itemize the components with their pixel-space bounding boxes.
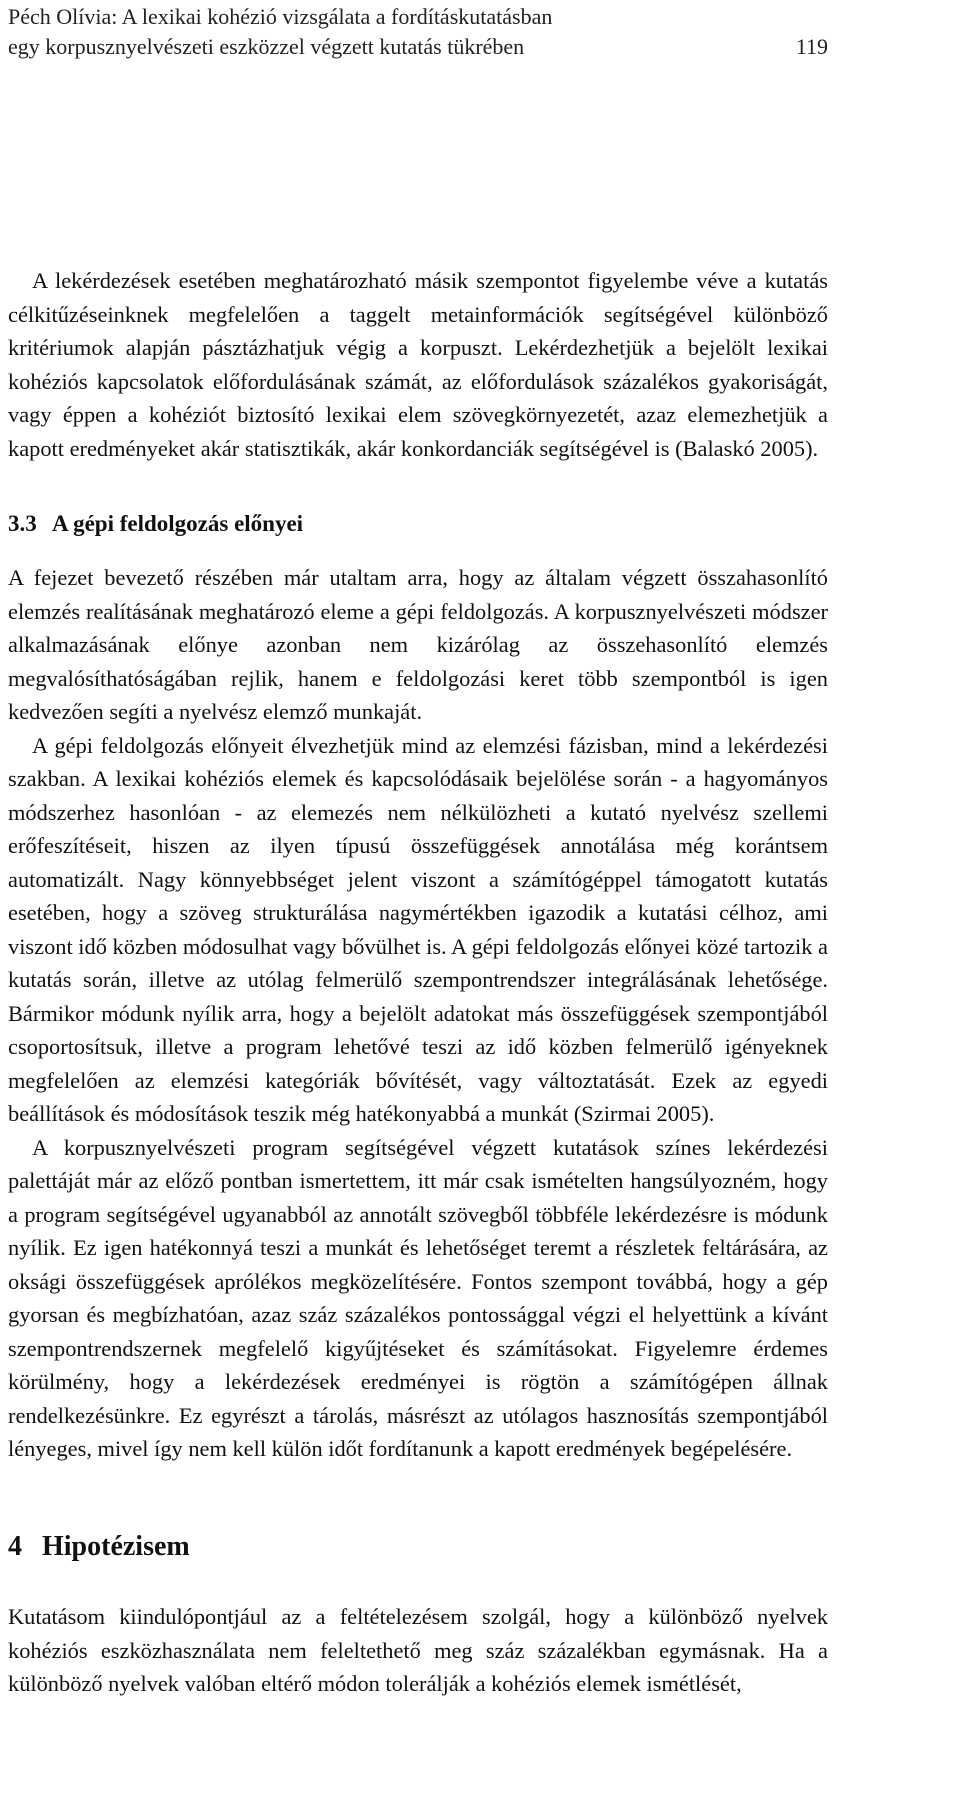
section-title: A gépi feldolgozás előnyei bbox=[52, 511, 304, 536]
header-subtitle: egy korpusznyelvészeti eszközzel végzett kutatás tükrében bbox=[8, 34, 525, 59]
section-number: 3.3 bbox=[8, 511, 37, 536]
section-4-paragraph-1: Kutatásom kiindulópontjául az a feltételezésem szolgál, hogy a különböző nyelvek kohéziós eszközhasználata nem feleltethető meg száz százalékban egymásnak. Ha a különböző nyelvek valóban eltérő módon tolerálják a kohéziós elemek ismétlését, bbox=[8, 1604, 828, 1696]
section-3-3-body bbox=[8, 561, 828, 1466]
section-3-3-paragraph-1: A fejezet bevezető részében már utaltam arra, hogy az általam végzett összahasonlító elemzés realításának meghatározó eleme a gépi feldolgozás. A korpusznyelvészeti módszer alkalmazásának előnye azonban nem kizárólag az összehasonlító elemzés megvalósíthatóságában rejlik, hanem e feldolgozási keret több szempontból is igen kedvezően segíti a nyelvész elemző munkaját. bbox=[8, 565, 828, 724]
section-number: 4 bbox=[8, 1531, 22, 1562]
running-header bbox=[8, 2, 828, 62]
section-3-3-paragraph-3: A korpusznyelvészeti program segítségével végzett kutatások színes lekérdezési palettáját már az előző pontban ismertettem, itt már csak ismételten hangsúlyozném, hogy a program segítségével ugyanabból az annotált szövegből többféle lekérdezésre is módunk nyílik. Ez igen hatékonnyá teszi a munkát és lehetőséget teremt a részletek feltárására, az oksági összefüggések aprólékos megközelítésére. Fontos szempont továbbá, hogy a gép gyorsan és megbízhatóan, azaz száz százalékos pontossággal végzi el helyettünk a kívánt szempontrendszernek megfelelő kigyűjtéseket és számításokat. Figyelemre érdemes körülmény, hogy a lekérdezések eredményei is rögtön a számítógépen állnak rendelkezésünkre. Ez egyrészt a tárolás, másrészt az utólagos hasznosítás szempontjából lényeges, mivel így nem kell külön időt fordítanunk a kapott eredmények begépelésére. bbox=[8, 1134, 828, 1461]
section-heading-4 bbox=[8, 1530, 190, 1564]
section-4-body bbox=[8, 1600, 828, 1701]
intro-paragraph: A lekérdezések esetében meghatározható másik szempontot figyelembe véve a kutatás célkitűzéseinknek megfelelően a taggelt metainformációk segítségével különböző kritériumok alapján pásztázhatjuk végig a korpuszt. Lekérdezhetjük a bejelölt lexikai kohéziós kapcsolatok előfordulásának számát, az előfordulások százalékos gyakoriságát, vagy éppen a kohéziót biztosító lexikai elem szövegkörnyezetét, azaz elemezhetjük a kapott eredményeket akár statisztikák, akár konkordanciák segítségével is (Balaskó 2005). bbox=[8, 268, 828, 461]
intro-paragraph-block bbox=[8, 264, 828, 465]
section-3-3-paragraph-2: A gépi feldolgozás előnyeit élvezhetjük mind az elemzési fázisban, mind a lekérdezési szakban. A lexikai kohéziós elemek és kapcsolódásaik bejelölése során - a hagyományos módszerhez hasonlóan - az elemezés nem nélkülözheti a kutató nyelvész szellemi erőfeszítéseit, hiszen az ilyen típusú összefüggések annotálása még korántsem automatizált. Nagy könnyebbséget jelent viszont a számítógéppel támogatott kutatás esetében, hogy a szöveg strukturálása nagymértékben igazodik a kutatási célhoz, ami viszont idő közben módosulhat vagy bővülhet is. A gépi feldolgozás előnyei közé tartozik a kutatás során, illetve az utólag felmerülő szempontrendszer integrálásának lehetősége. Bármikor módunk nyílik arra, hogy a bejelölt adatokat más összefüggések szempontjából csoportosítsuk, illetve a program lehetővé teszi az idő közben felmerülő igényeknek megfelelően az elemzési kategóriák bővítését, vagy változtatását. Ezek az egyedi beállítások és módosítások teszik még hatékonyabbá a munkát (Szirmai 2005). bbox=[8, 732, 828, 1126]
header-author-title: Péch Olívia: A lexikai kohézió vizsgálata a fordításkutatásban bbox=[8, 4, 553, 29]
section-title: Hipotézisem bbox=[42, 1531, 190, 1562]
page-number: 119 bbox=[795, 34, 828, 59]
section-heading-3-3 bbox=[8, 509, 303, 539]
